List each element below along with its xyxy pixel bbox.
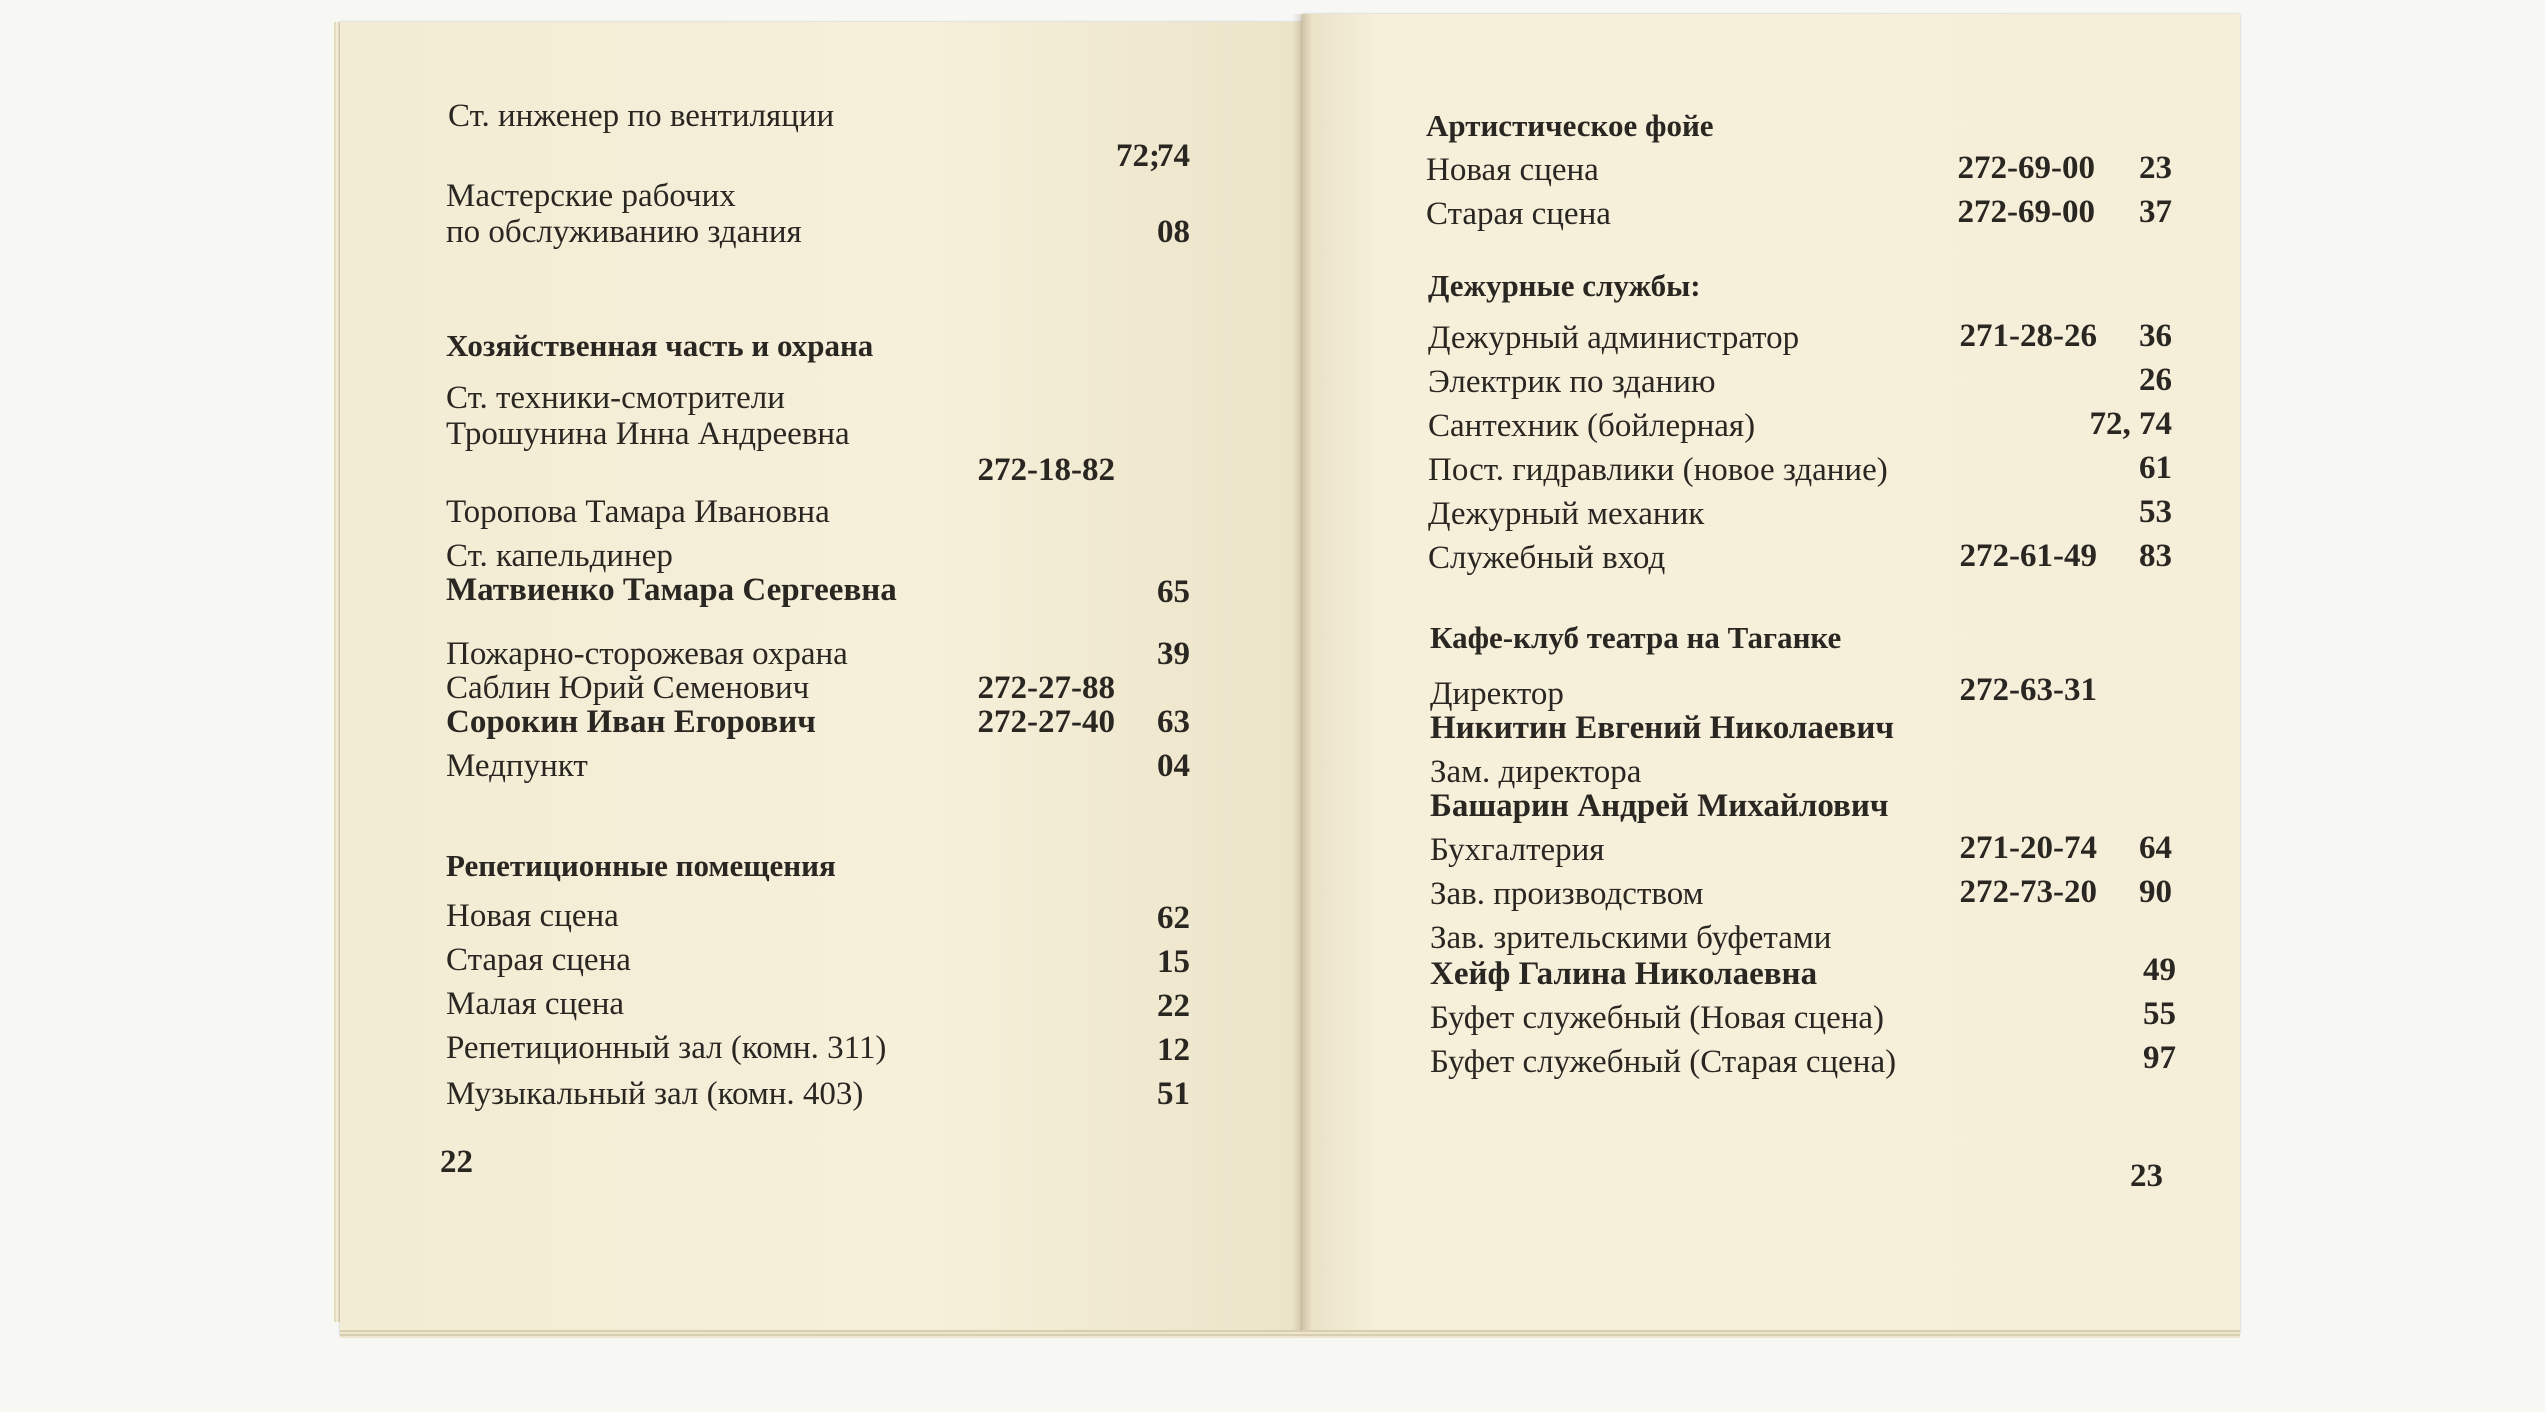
list-item-text: Зам. директора bbox=[1430, 754, 1642, 790]
list-item-text: Буфет служебный (Новая сцена) bbox=[1430, 1000, 1885, 1036]
list-item-ext: 63 bbox=[1157, 704, 1190, 740]
list-item-ext: 49 bbox=[2143, 952, 2176, 988]
list-item-ext: 37 bbox=[2139, 194, 2172, 230]
list-item-text: Музыкальный зал (комн. 403) bbox=[446, 1076, 864, 1112]
section-heading: Дежурные службы: bbox=[1428, 268, 1701, 303]
list-item-ext: 36 bbox=[2139, 318, 2172, 354]
list-item-text: Новая сцена bbox=[446, 898, 619, 934]
list-item-text: Малая сцена bbox=[446, 986, 625, 1022]
list-item-ext: 55 bbox=[2143, 996, 2176, 1032]
list-item-text: Зав. производством bbox=[1430, 876, 1704, 912]
section-heading: Репетиционные помещения bbox=[446, 848, 836, 883]
list-item-ext: 90 bbox=[2139, 874, 2172, 910]
list-item-ext: 74 bbox=[1157, 138, 1190, 174]
list-item-text: Служебный вход bbox=[1428, 540, 1666, 576]
list-item-ext: 64 bbox=[2139, 830, 2172, 866]
list-item-text: Дежурный администратор bbox=[1428, 320, 1800, 356]
list-item-text: Пожарно-сторожевая охрана bbox=[446, 636, 848, 672]
list-item-phone: 272-73-20 bbox=[1959, 874, 2097, 910]
list-item-text: Новая сцена bbox=[1426, 152, 1599, 188]
list-item-text: Матвиенко Тамара Сергеевна bbox=[446, 572, 897, 608]
list-item-text: Ст. инженер по вентиляции bbox=[448, 98, 835, 134]
section-heading: Артистическое фойе bbox=[1426, 108, 1714, 143]
list-item-text: Старая сцена bbox=[446, 942, 631, 978]
list-item-text: Буфет служебный (Старая сцена) bbox=[1430, 1044, 1897, 1080]
list-item-text: Дежурный механик bbox=[1428, 496, 1705, 532]
list-item-text: Торопова Тамара Ивановна bbox=[446, 494, 830, 530]
list-item-phone: 272-63-31 bbox=[1959, 672, 2097, 708]
list-item-text: Никитин Евгений Николаевич bbox=[1430, 710, 1894, 746]
list-item-ext: 15 bbox=[1157, 944, 1190, 980]
list-item-phone: 272-27-88 bbox=[977, 670, 1115, 706]
list-item-text: Зав. зрительскими буфетами bbox=[1430, 920, 1832, 956]
list-item-text: Хейф Галина Николаевна bbox=[1430, 956, 1818, 992]
list-item-ext: 23 bbox=[2139, 150, 2172, 186]
list-item-text: Бухгалтерия bbox=[1430, 832, 1605, 868]
list-item-ext: 08 bbox=[1157, 214, 1190, 250]
list-item-ext: 97 bbox=[2143, 1040, 2176, 1076]
spine-fold bbox=[1292, 14, 1312, 1334]
list-item-text: Ст. техники-смотрители bbox=[446, 380, 785, 416]
list-item-text: Сантехник (бойлерная) bbox=[1428, 408, 1756, 444]
list-item-text: Саблин Юрий Семенович bbox=[446, 670, 810, 706]
list-item-ext: 12 bbox=[1157, 1032, 1190, 1068]
list-item-text: Ст. капельдинер bbox=[446, 538, 673, 574]
list-item-phone: 272-69-00 bbox=[1957, 194, 2095, 230]
list-item-ext: 26 bbox=[2139, 362, 2172, 398]
page-number: 22 bbox=[440, 1144, 473, 1180]
list-item-ext: 72, 74 bbox=[2089, 406, 2172, 442]
list-item-ext: 62 bbox=[1157, 900, 1190, 936]
section-heading: Хозяйственная часть и охрана bbox=[446, 328, 874, 363]
list-item-text: по обслуживанию здания bbox=[446, 214, 802, 250]
list-item-text: Электрик по зданию bbox=[1428, 364, 1716, 400]
list-item-text: Трошунина Инна Андреевна bbox=[446, 416, 850, 452]
list-item-ext: 04 bbox=[1157, 748, 1190, 784]
list-item-text: Сорокин Иван Егорович bbox=[446, 704, 816, 740]
list-item-text: Башарин Андрей Михайлович bbox=[1430, 788, 1889, 824]
list-item-text: Медпункт bbox=[446, 748, 588, 784]
list-item-ext: 61 bbox=[2139, 450, 2172, 486]
page-bottom-edges bbox=[340, 1330, 2240, 1338]
list-item-text: Директор bbox=[1430, 676, 1564, 712]
list-item-phone: 271-20-74 bbox=[1959, 830, 2097, 866]
list-item-ext: 53 bbox=[2139, 494, 2172, 530]
list-item-ext: 65 bbox=[1157, 574, 1190, 610]
list-item-phone: 272-18-82 bbox=[977, 452, 1115, 488]
list-item-text: Репетиционный зал (комн. 311) bbox=[446, 1030, 887, 1066]
page-number: 23 bbox=[2130, 1158, 2163, 1194]
list-item-ext: 83 bbox=[2139, 538, 2172, 574]
list-item-text: Мастерские рабочих bbox=[446, 178, 736, 214]
list-item-ext: 22 bbox=[1157, 988, 1190, 1024]
list-item-phone: 272-61-49 bbox=[1959, 538, 2097, 574]
list-item-ext: 39 bbox=[1157, 636, 1190, 672]
list-item-ext: 51 bbox=[1157, 1076, 1190, 1112]
list-item-phone: 272-69-00 bbox=[1957, 150, 2095, 186]
section-heading: Кафе-клуб театра на Таганке bbox=[1430, 620, 1842, 655]
list-item-text: Пост. гидравлики (новое здание) bbox=[1428, 452, 1888, 488]
list-item-phone: 72; bbox=[1116, 138, 1160, 174]
list-item-text: Старая сцена bbox=[1426, 196, 1611, 232]
list-item-phone: 271-28-26 bbox=[1959, 318, 2097, 354]
list-item-phone: 272-27-40 bbox=[977, 704, 1115, 740]
